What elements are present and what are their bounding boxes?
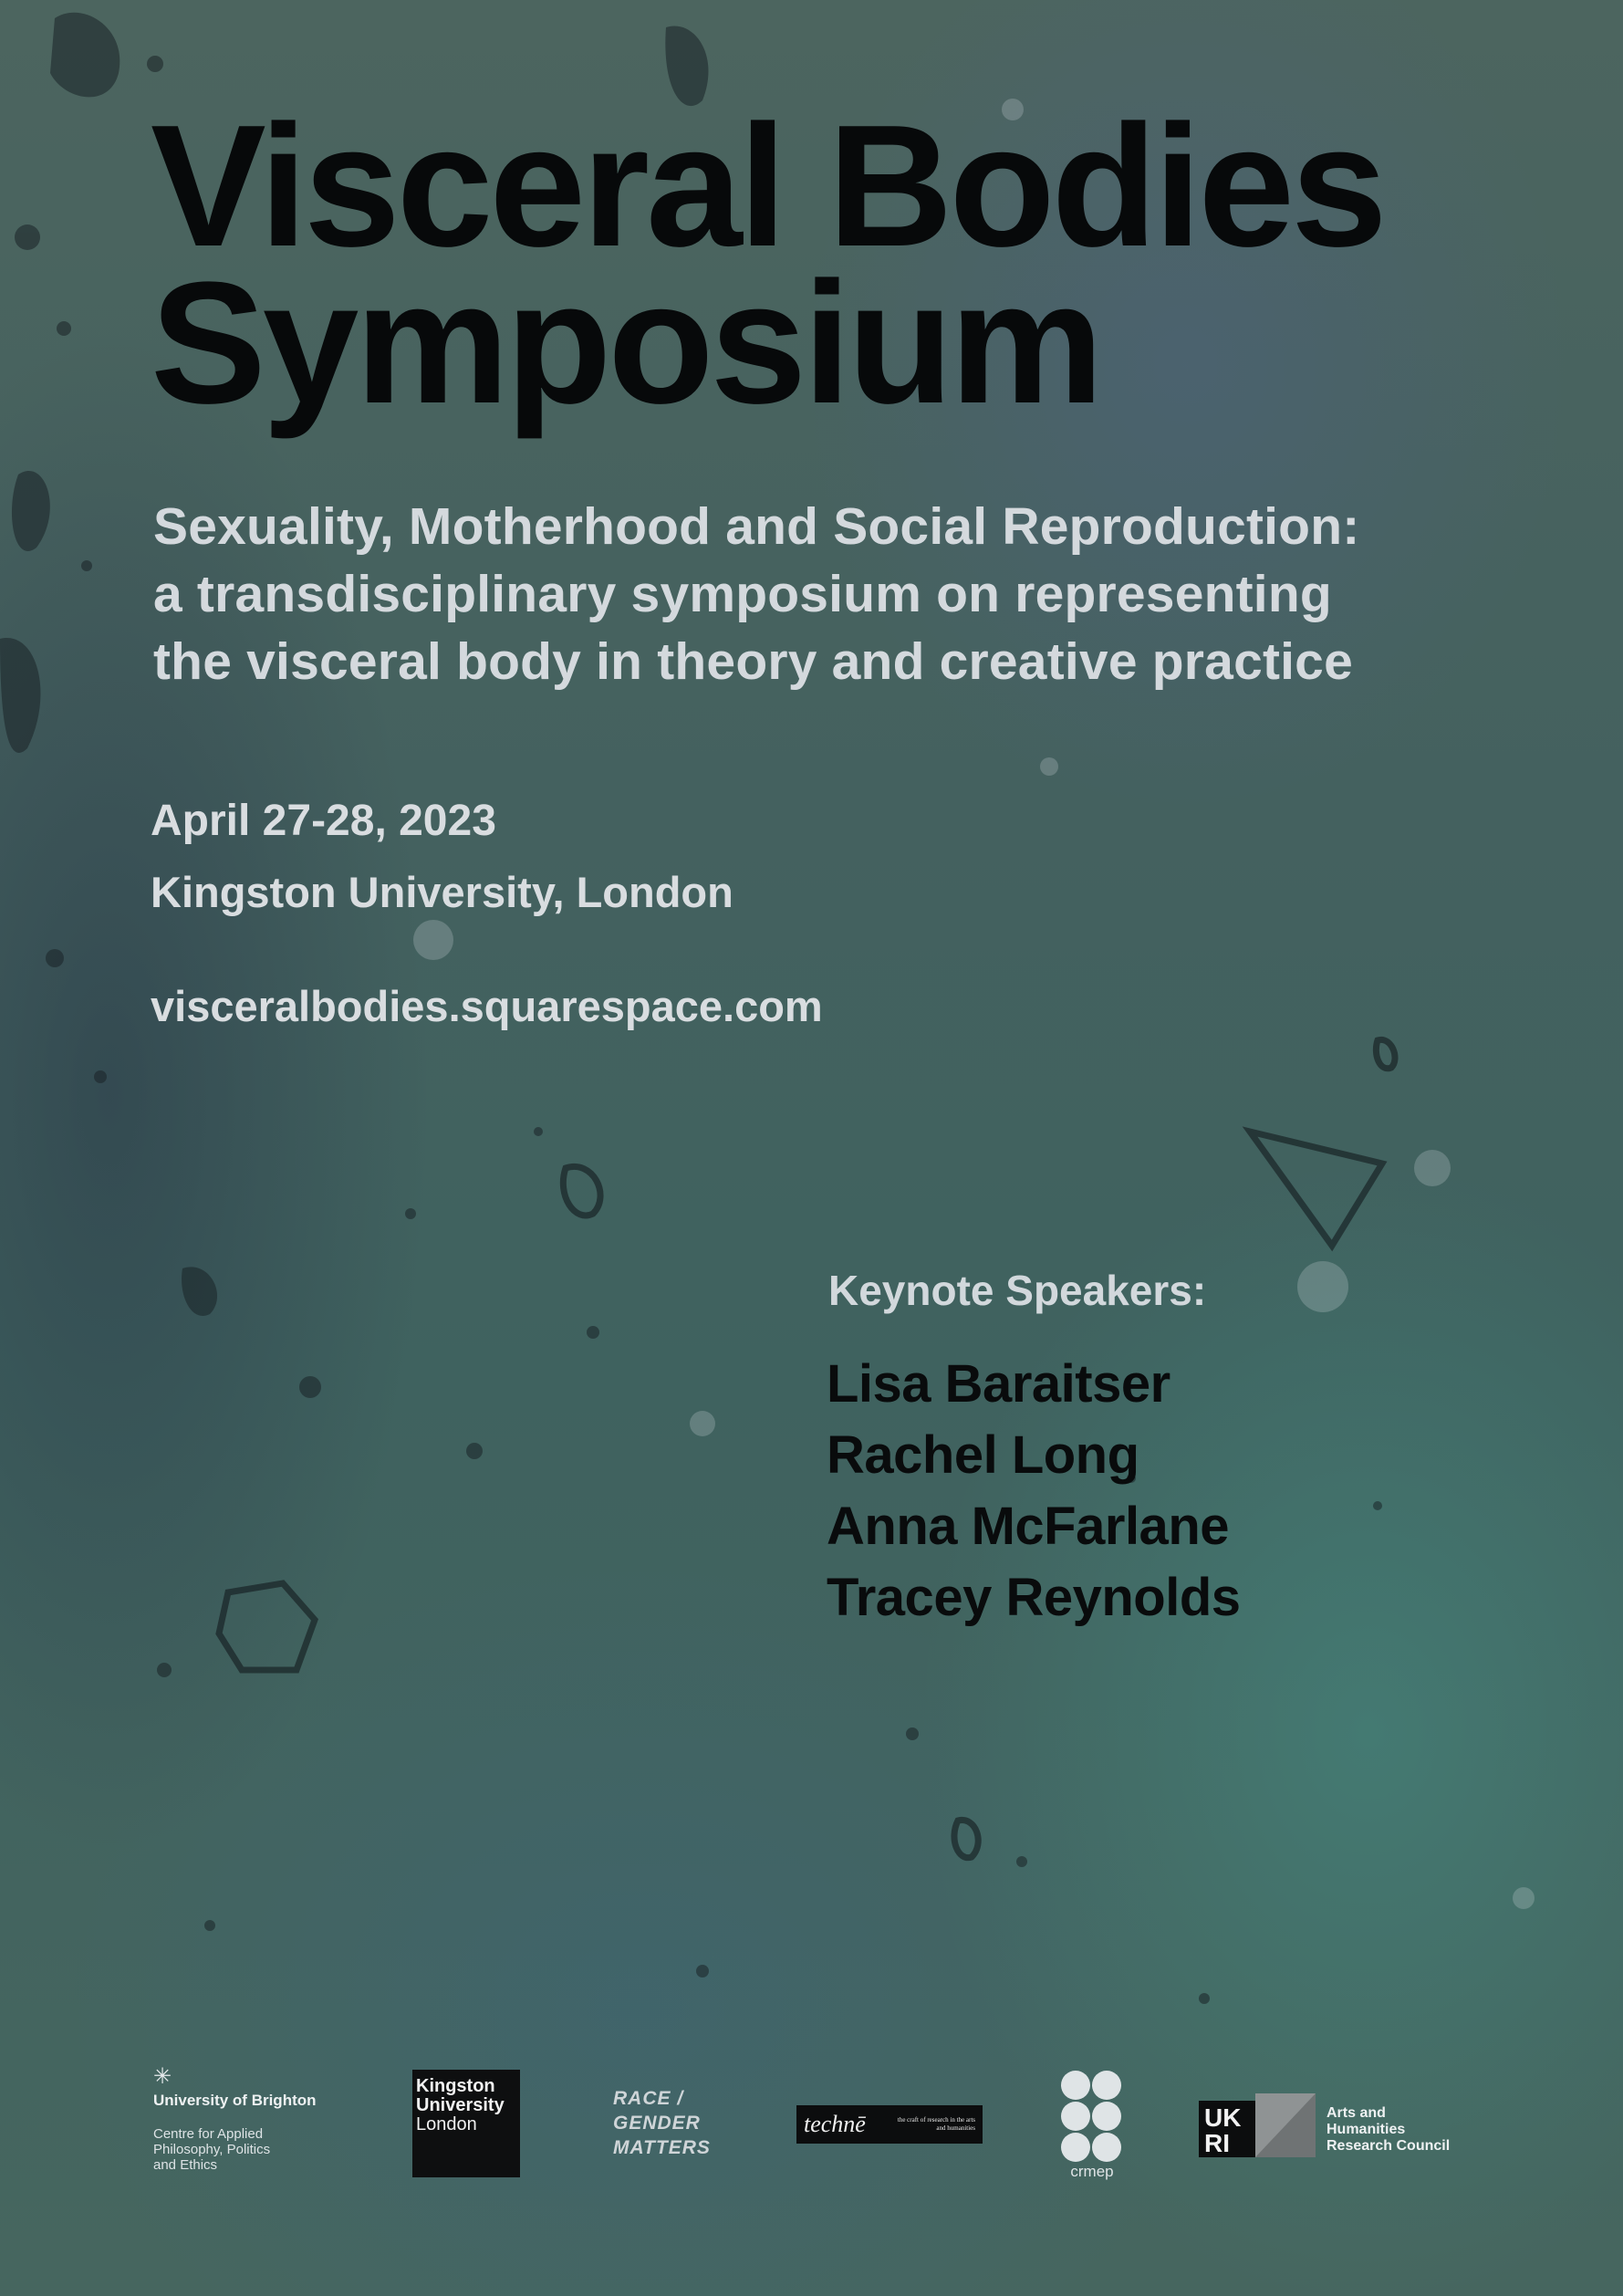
rgm-line-1: RACE /	[613, 2088, 684, 2109]
event-website-link[interactable]: visceralbodies.squarespace.com	[151, 982, 823, 1030]
university-of-brighton-logo	[153, 2066, 363, 2173]
event-venue: Kingston University, London	[151, 868, 733, 916]
ahrc-line-3: Research Council	[1326, 2138, 1451, 2154]
ahrc-ukri-logo	[1199, 2092, 1472, 2160]
speaker-name: Rachel Long	[827, 1425, 1139, 1485]
event-date: April 27-28, 2023	[151, 797, 496, 845]
race-gender-matters-logo	[613, 2086, 741, 2160]
subtitle-line-2: a transdisciplinary symposium on representing	[153, 565, 1332, 623]
ahrc-line-2: Humanities	[1326, 2122, 1406, 2137]
techne-wordmark: technē	[804, 2111, 866, 2137]
subtitle-line-1: Sexuality, Motherhood and Social Reproduction:	[153, 497, 1360, 556]
ahrc-name	[1326, 2105, 1450, 2155]
ukri-mark-line-1: UK	[1204, 2103, 1242, 2132]
ukri-mark-icon	[1199, 2092, 1317, 2160]
rgm-line-2: GENDER	[613, 2113, 701, 2134]
brighton-dept-line-2: Philosophy, Politics	[153, 2142, 271, 2157]
speaker-name: Tracey Reynolds	[827, 1568, 1241, 1627]
title-line-1: Visceral Bodies	[151, 89, 1384, 283]
title-line-2: Symposium	[151, 246, 1100, 440]
crmep-label: crmep	[1070, 2163, 1114, 2180]
rgm-line-3: MATTERS	[613, 2137, 711, 2158]
techne-logo	[796, 2105, 983, 2144]
brighton-dept-line-3: and Ethics	[153, 2157, 218, 2173]
dots-grid-icon	[1060, 2070, 1124, 2163]
brighton-name: University of Brighton	[153, 2092, 317, 2109]
page-title	[151, 89, 1384, 440]
brighton-department	[153, 2126, 290, 2173]
kingston-university-logo	[412, 2070, 520, 2177]
subtitle-line-3: the visceral body in theory and creative practice	[153, 632, 1353, 691]
speaker-list	[827, 1349, 1241, 1633]
techne-tagline: the craft of research in the arts and humanities	[897, 2116, 975, 2132]
speaker-name: Lisa Baraitser	[827, 1354, 1170, 1414]
subtitle	[153, 493, 1576, 695]
asterisk-star-icon: ✳	[153, 2064, 172, 2089]
ahrc-line-1: Arts and	[1326, 2105, 1386, 2121]
partner-logos	[0, 2062, 1623, 2190]
kingston-line-1: Kingston	[416, 2076, 495, 2096]
brighton-dept-line-1: Centre for Applied	[153, 2126, 264, 2142]
kingston-line-2: University	[416, 2095, 505, 2115]
crmep-logo	[1060, 2070, 1124, 2188]
kingston-line-3: London	[416, 2114, 477, 2134]
keynote-heading: Keynote Speakers:	[828, 1267, 1207, 1314]
ukri-mark-line-2: RI	[1204, 2129, 1230, 2157]
speaker-name: Anna McFarlane	[827, 1497, 1229, 1556]
